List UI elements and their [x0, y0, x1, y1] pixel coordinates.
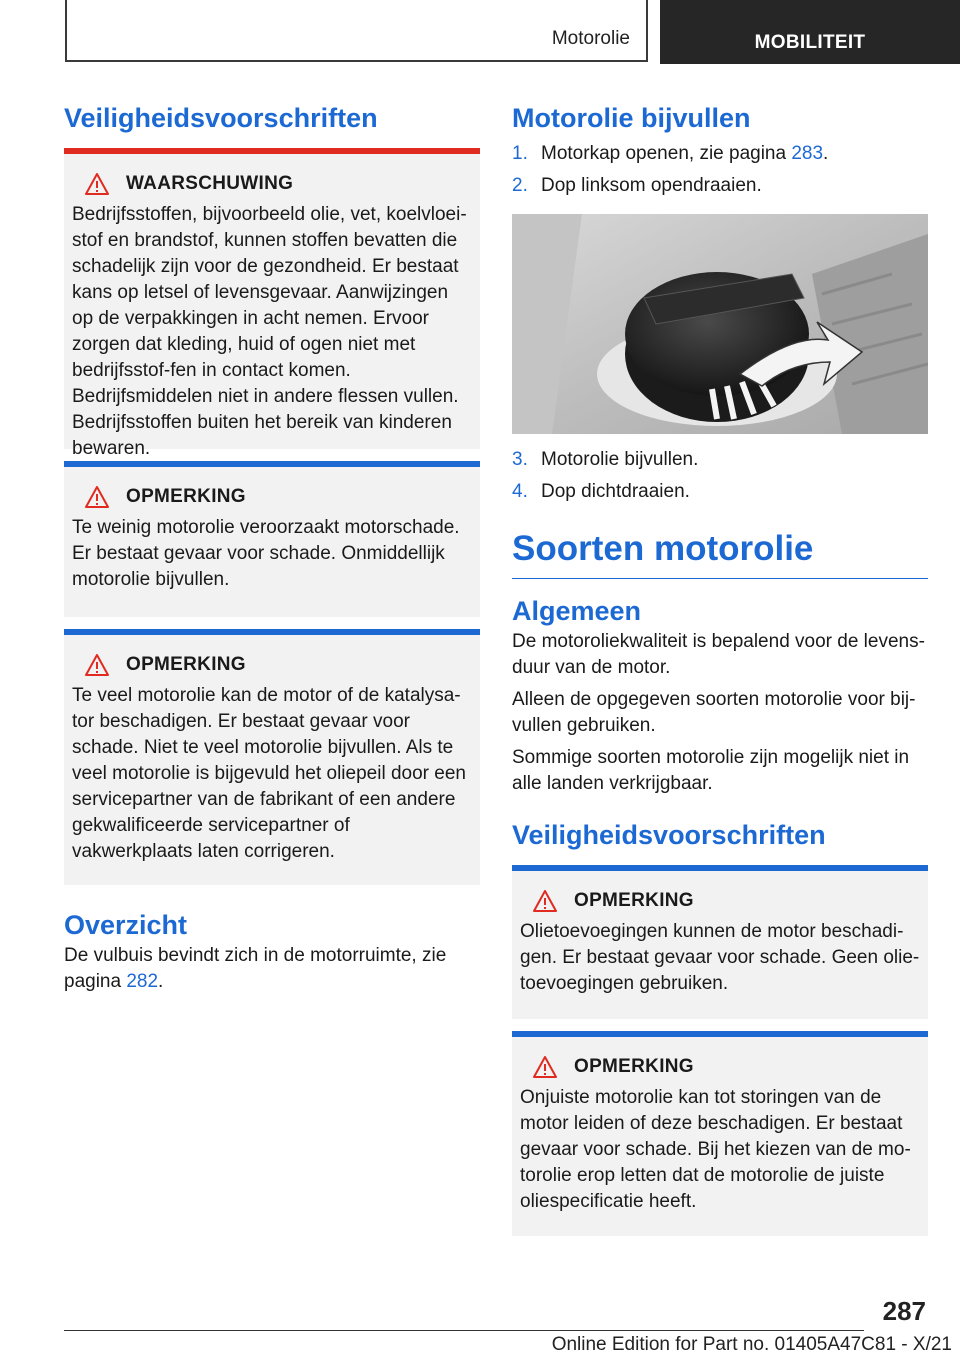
note-header — [520, 1053, 920, 1081]
step-text: Dop linksom opendraaien. — [541, 175, 762, 196]
step-text-end: . — [823, 143, 829, 164]
list-item — [512, 170, 928, 202]
step-number: 4. — [512, 481, 528, 502]
note-label: OPMERKING — [126, 486, 246, 507]
note-header — [520, 887, 920, 915]
steps-list-b — [512, 444, 928, 508]
note-label: OPMERKING — [574, 890, 694, 911]
warning-triangle-icon — [532, 1055, 558, 1079]
oil-cap-photo — [512, 214, 928, 434]
note-label: OPMERKING — [574, 1056, 694, 1077]
step-text — [541, 138, 828, 170]
general-paragraph-2: Alleen de opgegeven soorten motorolie voor bij-vullen gebruiken. — [512, 689, 916, 736]
list-item — [512, 444, 928, 476]
footer-divider — [64, 1330, 864, 1331]
chapter-heading: Soorten motorolie — [512, 526, 928, 579]
note-box-1 — [64, 461, 480, 617]
note-box-2 — [64, 629, 480, 885]
note-header — [72, 651, 472, 679]
page-link-283[interactable]: 283 — [791, 143, 824, 164]
header-frame — [65, 0, 648, 62]
warning-box — [64, 148, 480, 459]
overview-text — [64, 943, 480, 995]
note-box-4 — [512, 1031, 928, 1236]
safety-heading-left: Veiligheidsvoorschriften — [64, 103, 378, 133]
overview-heading: Overzicht — [64, 910, 188, 940]
note-header — [72, 483, 472, 511]
step-number: 1. — [512, 143, 528, 164]
edition-footer: Online Edition for Part no. 01405A47C81 - X/21 — [551, 1334, 952, 1355]
warning-triangle-icon — [84, 653, 110, 677]
page-link-282[interactable]: 282 — [126, 971, 159, 992]
general-paragraph-1: De motoroliekwaliteit is bepalend voor de levens-duur van de motor. — [512, 631, 925, 678]
safety-heading-right: Veiligheidsvoorschriften — [512, 820, 826, 850]
warning-label: WAARSCHUWING — [126, 173, 294, 194]
fill-heading: Motorolie bijvullen — [512, 103, 751, 133]
step-text-body: Motorkap openen, zie pagina — [541, 143, 792, 164]
chapter-tab[interactable]: MOBILITEIT — [660, 0, 960, 64]
left-column — [64, 100, 480, 995]
right-column — [512, 100, 928, 1236]
note-box-3 — [512, 865, 928, 1019]
list-item — [512, 138, 928, 170]
warning-header — [72, 170, 472, 198]
warning-triangle-icon — [84, 485, 110, 509]
step-number: 3. — [512, 449, 528, 470]
note-text: Onjuiste motorolie kan tot storingen van de motor leiden of deze beschadigen. Er bestaat gevaar voor schade. Bij het kiezen van de mo-torolie erop letten dat de motorolie de juiste oliespecificatie heeft. — [520, 1087, 911, 1212]
note-label: OPMERKING — [126, 654, 246, 675]
list-item — [512, 476, 928, 508]
steps-list-a — [512, 138, 928, 202]
general-paragraph-3: Sommige soorten motorolie zijn mogelijk niet in alle landen verkrijgbaar. — [512, 747, 910, 794]
step-number: 2. — [512, 175, 528, 196]
section-label: Motorolie — [551, 28, 630, 49]
note-text: Te veel motorolie kan de motor of de katalysa-tor beschadigen. Er bestaat gevaar voor schade. Niet te veel motorolie bijvullen. Als te veel motorolie is bijgevuld het oliepeil door een servicepartner van de fabrikant of een andere gekwalificeerde servicepartner of vakwerkplaats laten corrigeren. — [72, 685, 466, 862]
general-heading: Algemeen — [512, 596, 642, 626]
note-text: Olietoevoegingen kunnen de motor beschadi-gen. Er bestaat gevaar voor schade. Geen olie-toevoegingen gebruiken. — [520, 921, 920, 994]
warning-triangle-icon — [532, 889, 558, 913]
warning-triangle-icon — [84, 172, 110, 196]
warning-text: Bedrijfsstoffen, bijvoorbeeld olie, vet, koelvloei-stof en brandstof, kunnen stoffen bevatten die schadelijk zijn voor de gezondheid. Er bestaat kans op letsel of levensgevaar. Aanwijzingen op de verpakkingen in acht nemen. Ervoor zorgen dat kleding, huid of ogen niet met bedrijfsstof-fen in contact komen. Bedrijfsmiddelen niet in andere flessen vullen. Bedrijfsstoffen buiten het bereik van kinderen bewaren. — [72, 204, 467, 459]
page-number: 287 — [882, 1296, 926, 1326]
step-text: Motorolie bijvullen. — [541, 449, 699, 470]
step-text: Dop dichtdraaien. — [541, 481, 690, 502]
note-text: Te weinig motorolie veroorzaakt motorschade. Er bestaat gevaar voor schade. Onmiddellijk motorolie bijvullen. — [72, 517, 460, 590]
oil-cap-illustration — [512, 214, 928, 434]
overview-text-body: De vulbuis bevindt zich in de motorruimte, zie pagina — [64, 945, 447, 992]
overview-text-end: . — [158, 971, 164, 992]
